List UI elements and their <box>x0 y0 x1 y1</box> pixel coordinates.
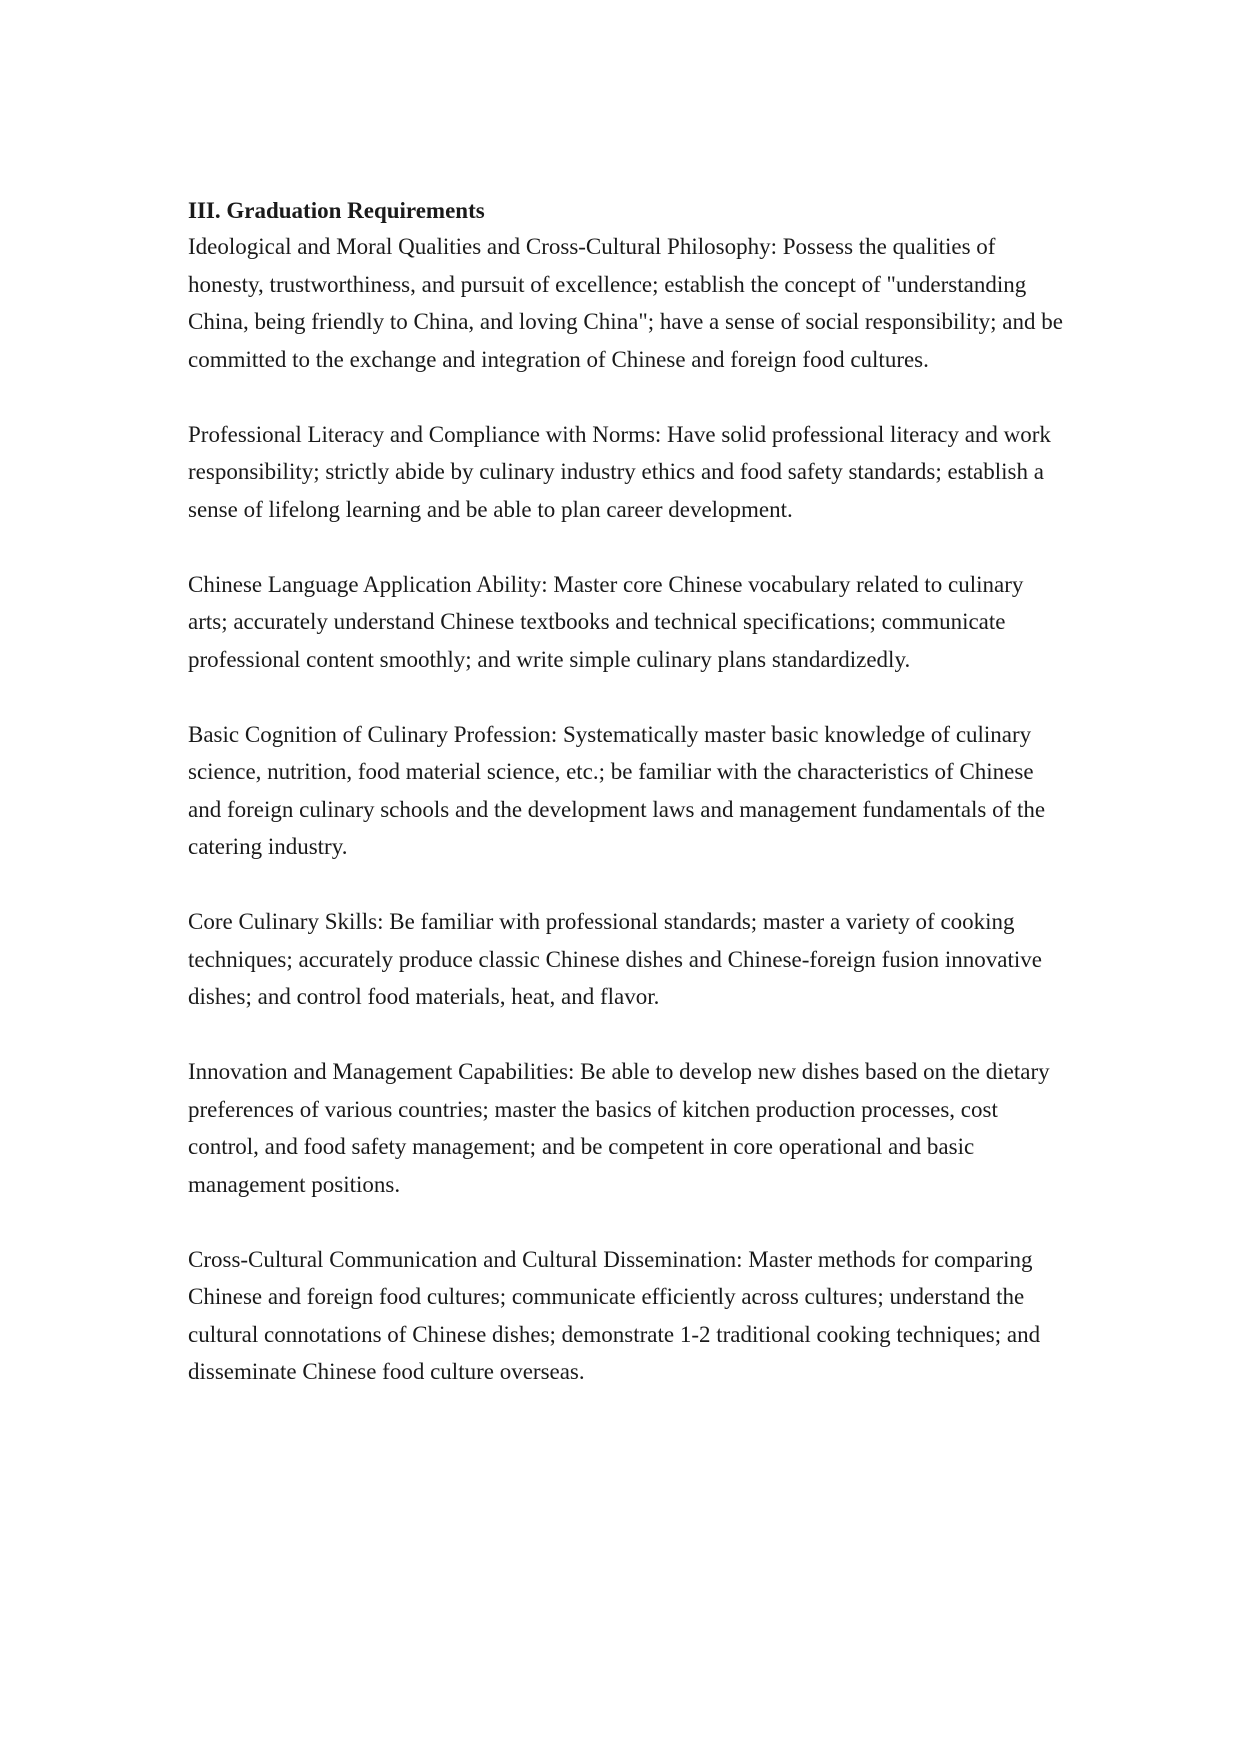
paragraph-innovation-management: Innovation and Management Capabilities: Be able to develop new dishes based on the dietary preferences of various countries; master the basics of kitchen production processes, cost control, and food safety management; and be competent in core operational and basic management positions. <box>188 1059 1050 1197</box>
paragraph-ideological-moral: Ideological and Moral Qualities and Cross-Cultural Philosophy: Possess the qualities of honesty, trustworthiness, and pursuit of excellence; establish the concept of "understanding China, being friendly to China, and loving China"; have a sense of social responsibility; and be committed to the exchange and integration of Chinese and foreign food cultures. <box>188 234 1063 372</box>
section-heading: III. Graduation Requirements <box>188 198 485 223</box>
paragraph-professional-literacy: Professional Literacy and Compliance with Norms: Have solid professional literacy and work responsibility; strictly abide by culinary industry ethics and food safety standards; establish a sense of lifelong learning and be able to plan career development. <box>188 421 1051 522</box>
paragraph-core-culinary-skills: Core Culinary Skills: Be familiar with professional standards; master a variety of cooking techniques; accurately produce classic Chinese dishes and Chinese-foreign fusion innovative dishes; and control food materials, heat, and flavor. <box>188 909 1042 1009</box>
paragraph-cross-cultural: Cross-Cultural Communication and Cultural Dissemination: Master methods for comparing Chinese and foreign food cultures; communicate efficiently across cultures; understand the cultural connotations of Chinese dishes; demonstrate 1-2 traditional cooking techniques; and disseminate Chinese food culture overseas. <box>188 1246 1041 1384</box>
document-page <box>188 196 1068 1391</box>
paragraph-chinese-language: Chinese Language Application Ability: Master core Chinese vocabulary related to culinary arts; accurately understand Chinese textbooks and technical specifications; communicate professional content smoothly; and write simple culinary plans standardizedly. <box>188 571 1024 672</box>
paragraph-culinary-cognition: Basic Cognition of Culinary Profession: Systematically master basic knowledge of culinary science, nutrition, food material science, etc.; be familiar with the characteristics of Chinese and foreign culinary schools and the development laws and management fundamentals of the catering industry. <box>188 721 1046 859</box>
